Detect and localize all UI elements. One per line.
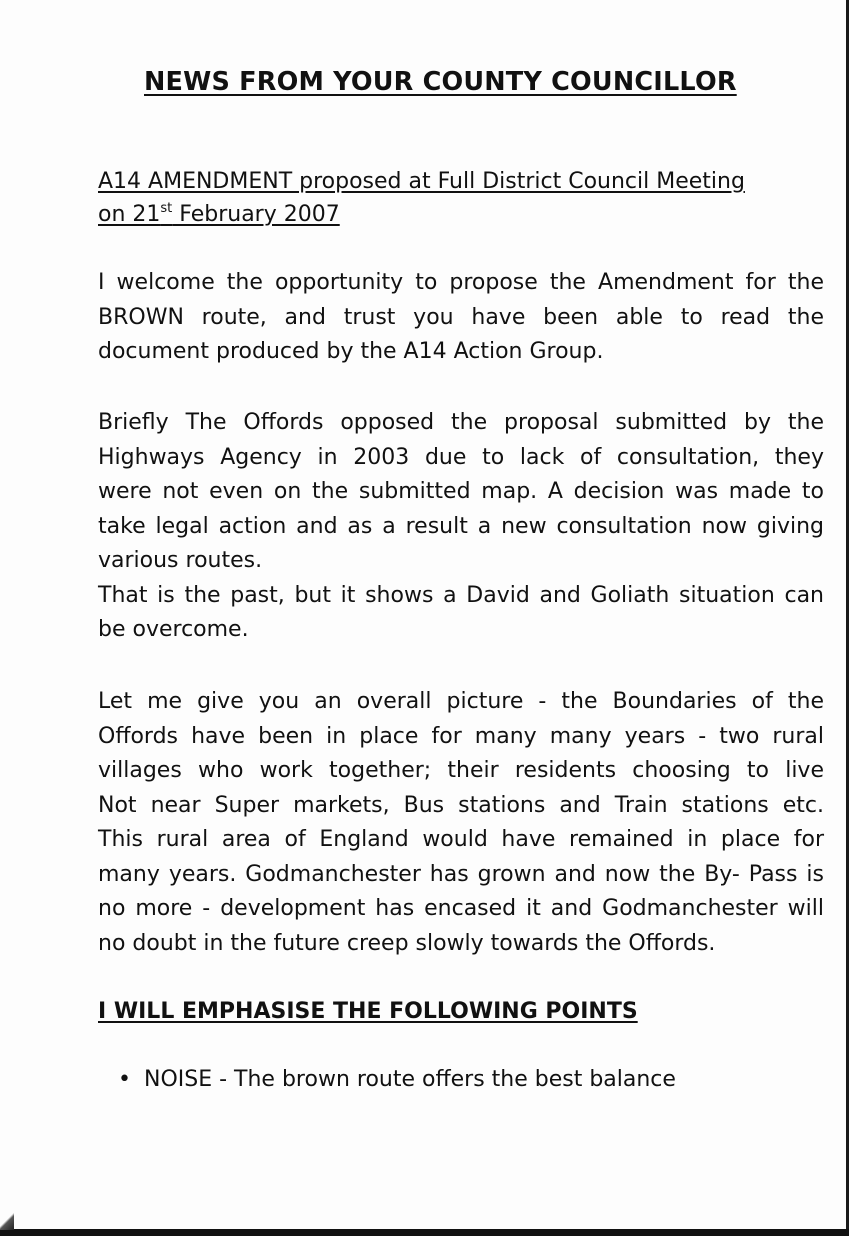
paragraph-line: were not even on the submitted map. A decision was made to [98,479,824,504]
paragraph-line: take legal action and as a result a new consultation now giving [98,513,824,539]
paragraph-line: no more - development has encased it and Godmanchester will [98,896,824,921]
paragraph-3 [98,685,824,961]
paragraph-line: document produced by the A14 Action Group. [98,339,604,364]
subheading-line2-suffix: February 2007 [172,202,340,227]
paragraph-line: Briefly The Offords opposed the proposal submitted by the [98,410,824,435]
bullet-list [118,1067,676,1092]
paragraph-line: villages who work together; their residents choosing to live [98,758,824,783]
paragraph-line: I welcome the opportunity to propose the Amendment for the [98,270,824,295]
paragraph-2 [98,406,824,648]
paragraph-1 [98,266,824,370]
paragraph-line: Let me give you an overall picture - the Boundaries of the [98,689,824,714]
subheading-line1: A14 AMENDMENT proposed at Full District Council Meeting [98,169,745,194]
paragraph-line: Offords have been in place for many many years - two rural [98,723,824,749]
paragraph-line: BROWN route, and trust you have been able to read the [98,304,824,330]
bullet-text: NOISE - The brown route offers the best balance [144,1067,676,1092]
subheading-line2-sup: st [160,201,173,216]
subheading [98,165,818,231]
paragraph-line: be overcome. [98,617,249,642]
paragraph-line: many years. Godmanchester has grown and now the By- Pass is [98,861,824,887]
bullet-marker: • [118,1067,131,1092]
paragraph-line: This rural area of England would have remained in place for [98,827,824,852]
scan-border-bottom [0,1229,849,1236]
section-heading: I WILL EMPHASISE THE FOLLOWING POINTS [98,999,638,1024]
paragraph-line: That is the past, but it shows a David and Goliath situation can [98,582,824,608]
paragraph-line: various routes. [98,548,263,573]
scan-corner-mark [0,1212,14,1230]
paragraph-line: no doubt in the future creep slowly towards the Offords. [98,930,716,956]
paragraph-line: Highways Agency in 2003 due to lack of consultation, they [98,444,824,470]
paragraph-line: Not near Super markets, Bus stations and Train stations etc. [98,792,824,818]
subheading-line2-prefix: on 21 [98,202,161,227]
list-item [118,1067,676,1092]
document-title: NEWS FROM YOUR COUNTY COUNCILLOR [144,67,737,97]
